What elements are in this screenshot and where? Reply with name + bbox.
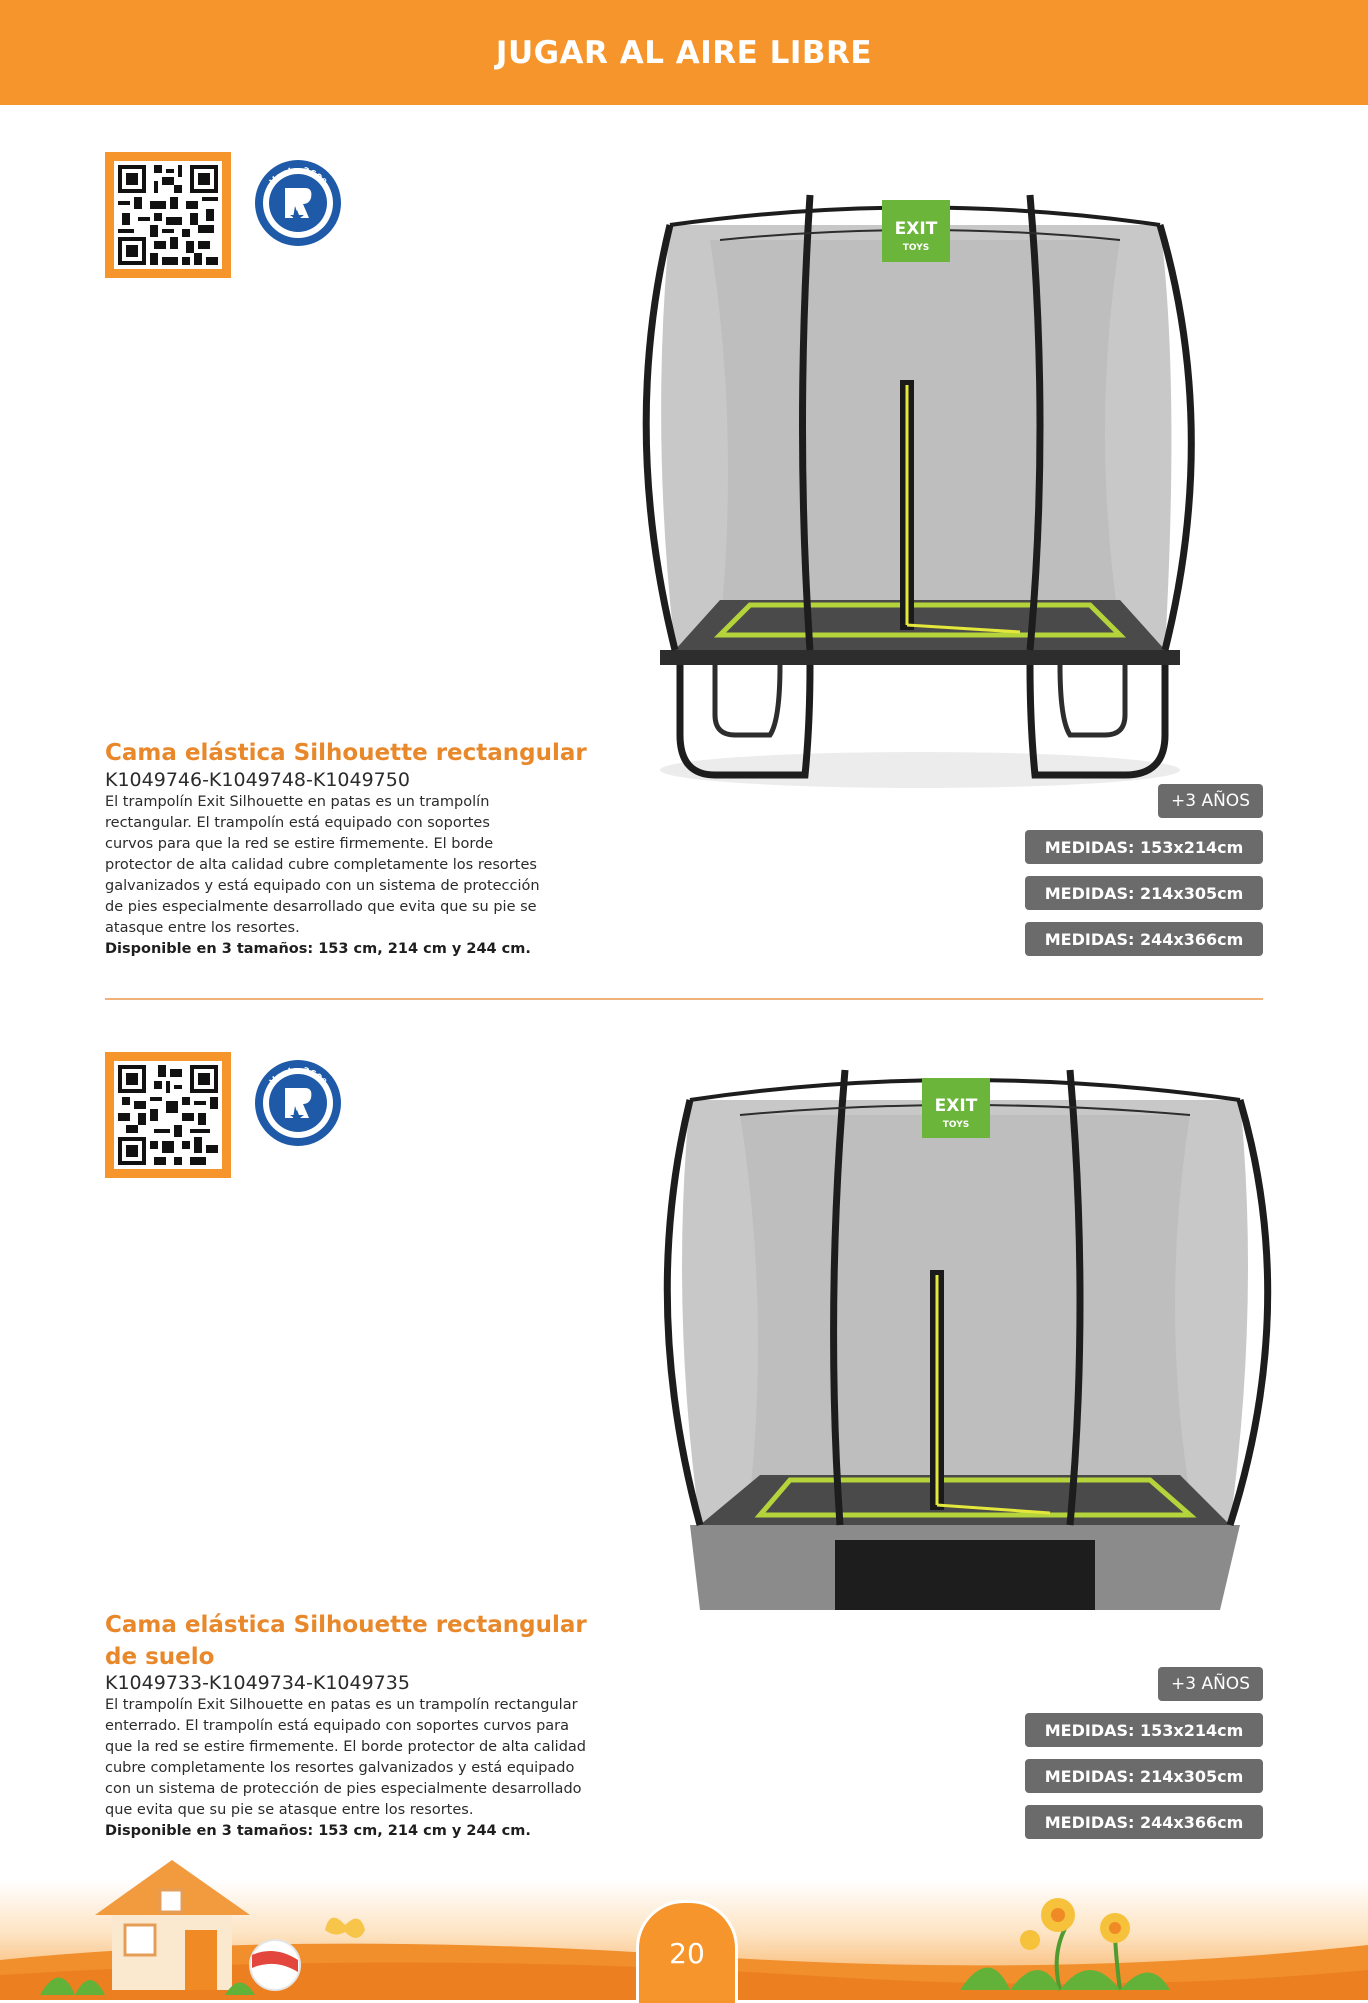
size-tag-153[interactable]: MEDIDAS: 153x214cm: [1025, 830, 1263, 864]
trampoline-product-image: [660, 1055, 1280, 1635]
exit-logo-text: EXIT: [934, 1096, 978, 1116]
description-line: que evita que su pie se atasque entre los resortes.: [105, 1802, 474, 1818]
description-line: con un sistema de protección de pies especialmente desarrollado: [105, 1781, 582, 1797]
beach-ball-icon: [250, 1940, 300, 1990]
description-line: enterrado. El trampolín está equipado con soportes curvos para: [105, 1718, 570, 1734]
description-line: curvos para que la red se estire firmemente. El borde: [105, 836, 494, 852]
qr-code-icon: [114, 1061, 222, 1169]
toys-logo-text: TOYS: [942, 1120, 970, 1130]
product-title-line: Cama elástica Silhouette rectangular: [105, 740, 587, 766]
badge-label: Venta 360º: [268, 165, 328, 188]
product-description: [105, 792, 540, 939]
section-title: JUGAR AL AIRE LIBRE: [495, 34, 873, 71]
product-codes: K1049733-K1049734-K1049735: [105, 1672, 410, 1694]
venta-360-badge: [253, 158, 343, 248]
qr-code[interactable]: [105, 1052, 231, 1178]
size-tag-214[interactable]: MEDIDAS: 214x305cm: [1025, 1759, 1263, 1793]
size-tag-214[interactable]: MEDIDAS: 214x305cm: [1025, 876, 1263, 910]
venta-360-badge: [253, 1058, 343, 1148]
description-line: galvanizados y está equipado con un sistema de protección: [105, 878, 540, 894]
exit-logo-text: EXIT: [894, 219, 938, 239]
product-description: [105, 1695, 586, 1821]
size-tag-244[interactable]: MEDIDAS: 244x366cm: [1025, 1805, 1263, 1839]
availability-text: Disponible en 3 tamaños: 153 cm, 214 cm y 244 cm.: [105, 1823, 531, 1839]
qr-code-icon: [114, 161, 222, 269]
product-title: [105, 1609, 625, 1673]
qr-code[interactable]: [105, 152, 231, 278]
section-divider: [105, 998, 1263, 1000]
size-tag-153[interactable]: MEDIDAS: 153x214cm: [1025, 1713, 1263, 1747]
product-title-line: de suelo: [105, 1644, 215, 1670]
toys-logo-text: TOYS: [902, 243, 930, 253]
trampoline-product-image: [620, 180, 1240, 800]
product-codes: K1049746-K1049748-K1049750: [105, 769, 410, 791]
description-line: de pies especialmente desarrollado que evita que su pie se: [105, 899, 537, 915]
product-title: [105, 737, 625, 769]
description-line: que la red se estire firmemente. El borde protector de alta calidad: [105, 1739, 586, 1755]
description-line: El trampolín Exit Silhouette en patas es un trampolín rectangular: [105, 1697, 578, 1713]
page-header: [0, 0, 1368, 105]
availability-text: Disponible en 3 tamaños: 153 cm, 214 cm y 244 cm.: [105, 941, 531, 957]
page-number: 20: [636, 1900, 738, 2003]
size-tag-244[interactable]: MEDIDAS: 244x366cm: [1025, 922, 1263, 956]
description-line: rectangular. El trampolín está equipado con soportes: [105, 815, 490, 831]
description-line: cubre completamente los resortes galvanizados y está equipado: [105, 1760, 575, 1776]
description-line: protector de alta calidad cubre completamente los resortes: [105, 857, 537, 873]
product-title-line: Cama elástica Silhouette rectangular: [105, 1612, 587, 1638]
house-icon: [95, 1860, 250, 1990]
description-line: atasque entre los resortes.: [105, 920, 300, 936]
age-badge: +3 AÑOS: [1158, 1667, 1263, 1701]
badge-label: Venta 360º: [268, 1065, 328, 1088]
description-line: El trampolín Exit Silhouette en patas es un trampolín: [105, 794, 490, 810]
age-badge: +3 AÑOS: [1158, 784, 1263, 818]
